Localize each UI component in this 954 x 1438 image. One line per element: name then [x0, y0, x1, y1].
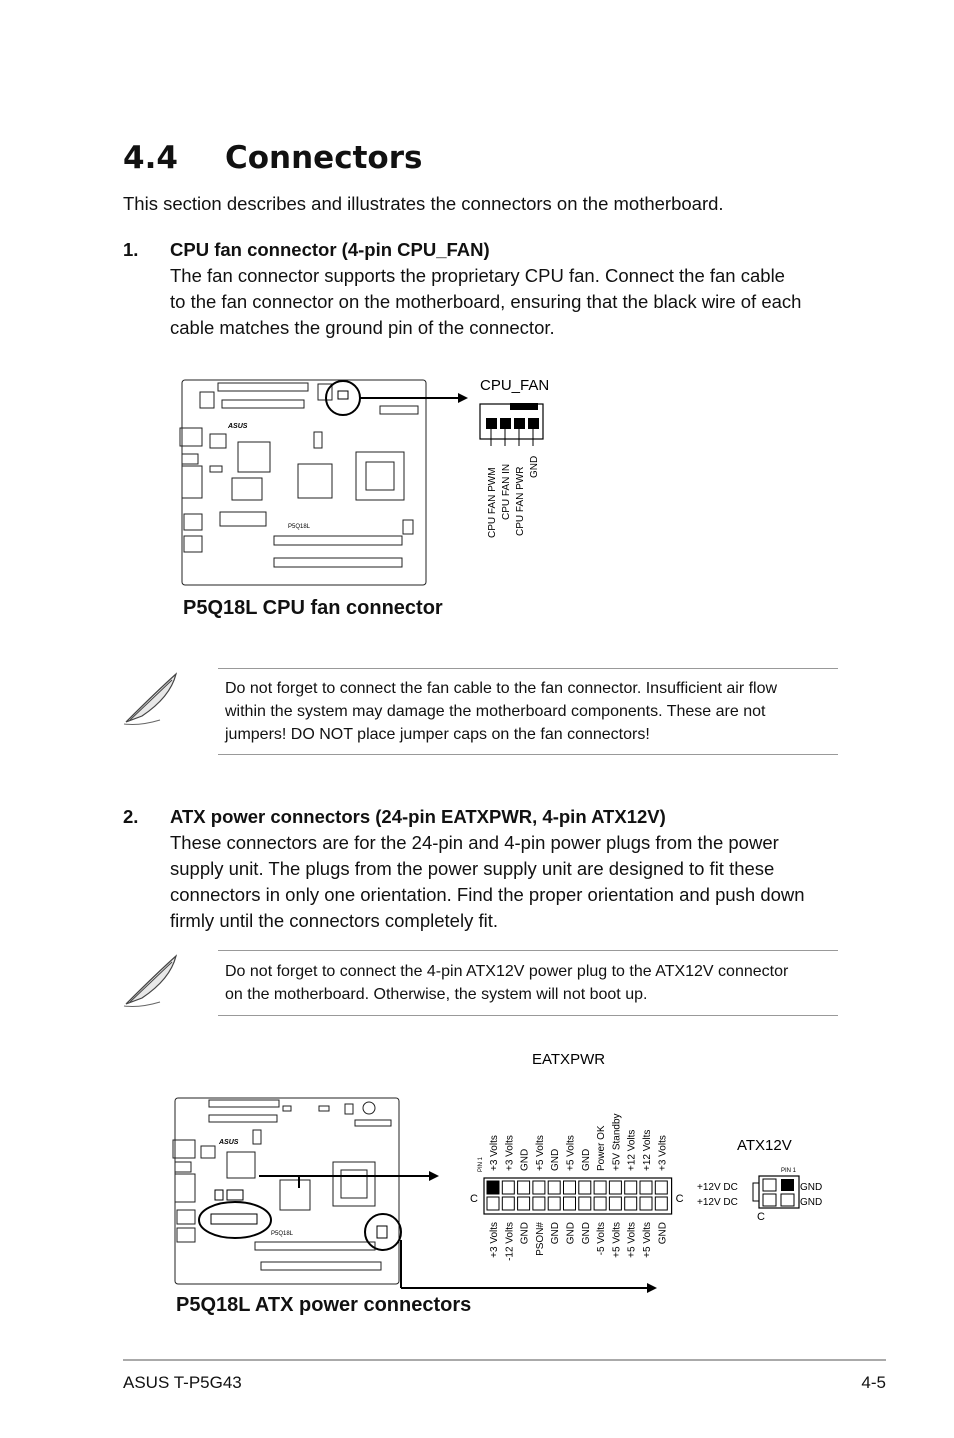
eatx-top-pin-label: +3 Volts: [489, 1135, 500, 1171]
note-rule-bottom: [218, 754, 838, 755]
item-line: The fan connector supports the proprietary CPU fan. Connect the fan cable: [170, 265, 785, 286]
eatxpwr-top-labels: [489, 1113, 668, 1171]
svg-text:C: C: [470, 1193, 478, 1205]
eatx-pin: [487, 1181, 499, 1194]
atx12v-connector: [753, 1176, 799, 1223]
item-line: connectors in only one orientation. Find the proper orientation and push down: [170, 884, 805, 905]
eatx-top-pin-label: +3 Volts: [504, 1135, 516, 1171]
eatx-top-pin-label: +12 Volts: [626, 1129, 638, 1171]
eatx-pin: [609, 1181, 621, 1194]
eatx-pin: [564, 1197, 576, 1210]
eatx-bottom-pin-label: GND: [580, 1222, 592, 1245]
eatx-pin: [533, 1181, 545, 1194]
eatx-top-pin-label: Power OK: [596, 1125, 608, 1171]
note-rule-top: [218, 950, 838, 951]
eatx-pin: [533, 1197, 545, 1210]
eatx-pin: [625, 1197, 637, 1210]
note-line: jumpers! DO NOT place jumper caps on the fan connectors!: [225, 726, 650, 743]
intro-paragraph: This section describes and illustrates the connectors on the motherboard.: [123, 193, 724, 214]
eatx-pin: [640, 1181, 652, 1194]
eatx-pin: [502, 1197, 514, 1210]
note-line: within the system may damage the motherboard components. These are not: [225, 703, 766, 720]
eatx-pin: [518, 1181, 530, 1194]
eatx-pin: [487, 1197, 499, 1210]
eatxpwr-bottom-labels: [489, 1222, 668, 1261]
cpu-fan-figure: [170, 368, 590, 600]
eatx-bottom-pin-label: +3 Volts: [489, 1222, 500, 1258]
item-atx-power: [123, 804, 853, 934]
pin1-label: PIN 1: [478, 1156, 484, 1172]
footer-rule: [123, 1359, 886, 1361]
eatxpwr-connector: [470, 1178, 684, 1214]
eatx-bottom-pin-label: -12 Volts: [504, 1222, 516, 1261]
eatx-pin: [548, 1181, 560, 1194]
page-number: 4-5: [861, 1373, 886, 1392]
item-line: cable matches the ground pin of the connector.: [170, 317, 555, 338]
figure-caption: P5Q18L CPU fan connector: [183, 597, 443, 619]
eatx-pin: [594, 1197, 606, 1210]
eatx-top-pin-label: GND: [580, 1148, 592, 1171]
svg-text:C: C: [757, 1211, 765, 1223]
eatx-pin: [609, 1197, 621, 1210]
eatx-top-pin-label: +3 Volts: [657, 1135, 669, 1171]
note-rule-top: [218, 668, 838, 669]
note-line: on the motherboard. Otherwise, the system will not boot up.: [225, 986, 648, 1003]
eatx-pin: [579, 1197, 591, 1210]
pin-label: CPU FAN PWR: [515, 466, 526, 536]
eatx-pin: [640, 1197, 652, 1210]
footer-title: ASUS T-P5G43: [123, 1373, 242, 1392]
atx12v-right-label: GND: [800, 1182, 823, 1193]
eatx-pin: [548, 1197, 560, 1210]
svg-text:C: C: [675, 1193, 684, 1205]
item-line: firmly until the connectors completely fit.: [170, 910, 498, 931]
eatx-pin: [564, 1181, 576, 1194]
note-text: [225, 960, 840, 1006]
item-cpu-fan: [123, 237, 853, 341]
eatx-pin: [655, 1181, 667, 1194]
motherboard-outline: [173, 1098, 399, 1284]
pin-label: CPU FAN IN: [501, 463, 512, 520]
eatxpwr-highlight: [199, 1171, 439, 1238]
section-number: 4.4: [123, 140, 178, 176]
board-model-label: P5Q18L: [271, 1231, 294, 1237]
cpu-fan-highlight: [326, 381, 468, 415]
eatx-bottom-pin-label: PSON#: [534, 1222, 546, 1256]
eatx-bottom-pin-label: GND: [657, 1222, 669, 1245]
eatx-bottom-pin-label: +5 Volts: [611, 1222, 623, 1258]
atx12v-left-label: +12V DC: [697, 1182, 738, 1193]
atx12v-right-label: GND: [800, 1197, 823, 1208]
cpu-fan-connector: [480, 403, 543, 446]
eatx-pin: [502, 1181, 514, 1194]
eatx-pin: [518, 1197, 530, 1210]
figure-caption: P5Q18L ATX power connectors: [176, 1294, 472, 1316]
eatx-top-pin-label: +12 Volts: [642, 1129, 653, 1171]
section-title: Connectors: [225, 140, 423, 176]
eatx-bottom-pin-label: -5 Volts: [596, 1222, 608, 1256]
pin-label: CPU FAN PWM: [487, 467, 498, 538]
atx12v-left-label: +12V DC: [697, 1197, 738, 1208]
motherboard-outline: [180, 380, 426, 585]
atx12v-label: ATX12V: [737, 1137, 792, 1154]
item-title: CPU fan connector (4-pin CPU_FAN): [170, 239, 490, 260]
item-title: ATX power connectors (24-pin EATXPWR, 4-pin ATX12V): [170, 806, 666, 827]
eatx-top-pin-label: +5 Volts: [565, 1135, 577, 1171]
note-feather-icon: [120, 952, 182, 1010]
eatxpwr-label: EATXPWR: [532, 1051, 606, 1068]
cpu-fan-label: CPU_FAN: [480, 377, 550, 394]
item-line: These connectors are for the 24-pin and 4-pin power plugs from the power: [170, 832, 779, 853]
board-brand-label: ASUS: [228, 423, 248, 430]
eatx-pin: [594, 1181, 606, 1194]
eatx-bottom-pin-label: GND: [519, 1222, 531, 1245]
eatx-top-pin-label: +5 Volts: [534, 1135, 546, 1171]
pin1-label: PIN 1: [781, 1168, 797, 1174]
eatx-pin: [625, 1181, 637, 1194]
eatx-pin: [579, 1181, 591, 1194]
eatx-top-pin-label: +5V Standby: [611, 1113, 623, 1171]
eatx-bottom-pin-label: +5 Volts: [626, 1222, 638, 1258]
item-line: supply unit. The plugs from the power supply unit are designed to fit these: [170, 858, 775, 879]
note-line: Do not forget to connect the 4-pin ATX12V power plug to the ATX12V connector: [225, 963, 789, 980]
board-brand-label: ASUS: [219, 1139, 239, 1146]
atx-power-figure: [165, 1040, 845, 1300]
eatx-bottom-pin-label: GND: [565, 1222, 577, 1245]
eatx-pin: [655, 1197, 667, 1210]
note-text: [225, 677, 840, 746]
item-number: 2.: [123, 806, 139, 827]
eatx-bottom-pin-label: +5 Volts: [642, 1222, 653, 1258]
eatx-top-pin-label: GND: [550, 1148, 562, 1171]
pin-label: GND: [529, 455, 540, 478]
eatx-bottom-pin-label: GND: [550, 1222, 562, 1245]
note-rule-bottom: [218, 1015, 838, 1016]
eatx-top-pin-label: GND: [519, 1148, 531, 1171]
note-line: Do not forget to connect the fan cable to the fan connector. Insufficient air flow: [225, 680, 778, 697]
item-line: to the fan connector on the motherboard, ensuring that the black wire of each: [170, 291, 802, 312]
board-model-label: P5Q18L: [288, 524, 311, 530]
item-number: 1.: [123, 239, 139, 260]
section-heading: [123, 140, 422, 176]
note-feather-icon: [120, 670, 182, 728]
